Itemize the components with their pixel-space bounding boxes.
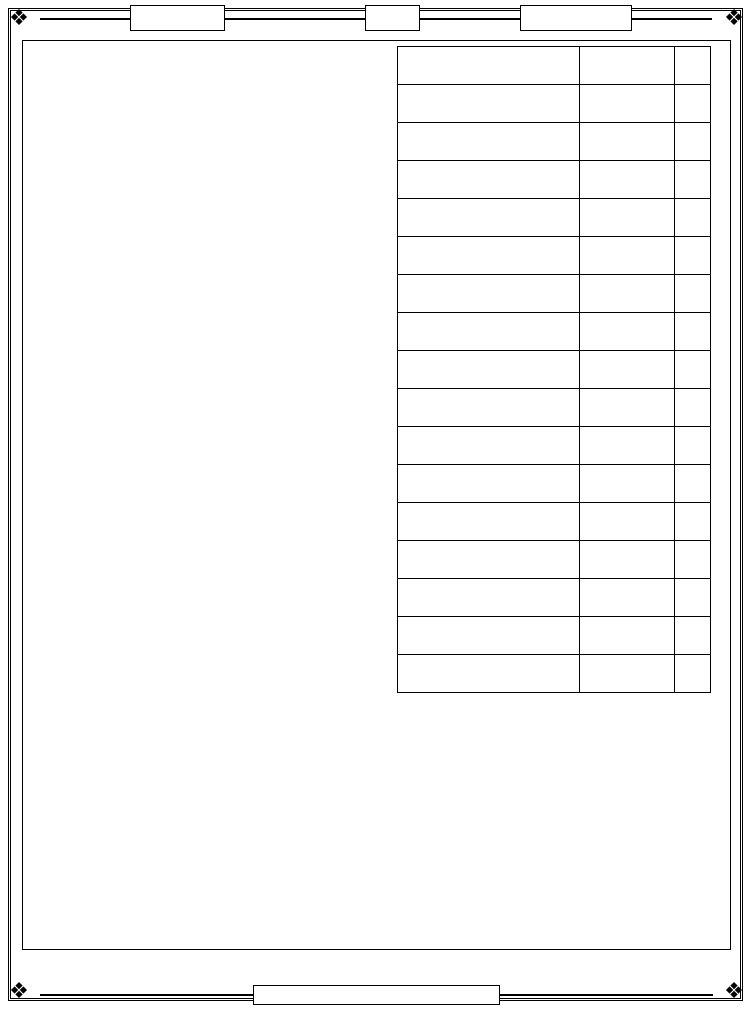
footer-publisher [253,985,500,1005]
corner-ornament-top-right: ❖ [724,6,744,31]
header-rule [40,18,130,20]
page-number [365,5,420,31]
section-title [130,5,225,31]
footer-rule [40,994,253,996]
footer-rule [500,994,713,996]
corner-ornament-top-left: ❖ [9,6,29,31]
corner-ornament-bottom-left: ❖ [9,979,29,1004]
book-title [520,5,632,31]
content-frame [22,40,731,950]
corner-ornament-bottom-right: ❖ [724,979,744,1004]
header-rule [225,18,365,20]
header-rule [632,18,712,20]
header-rule [420,18,520,20]
